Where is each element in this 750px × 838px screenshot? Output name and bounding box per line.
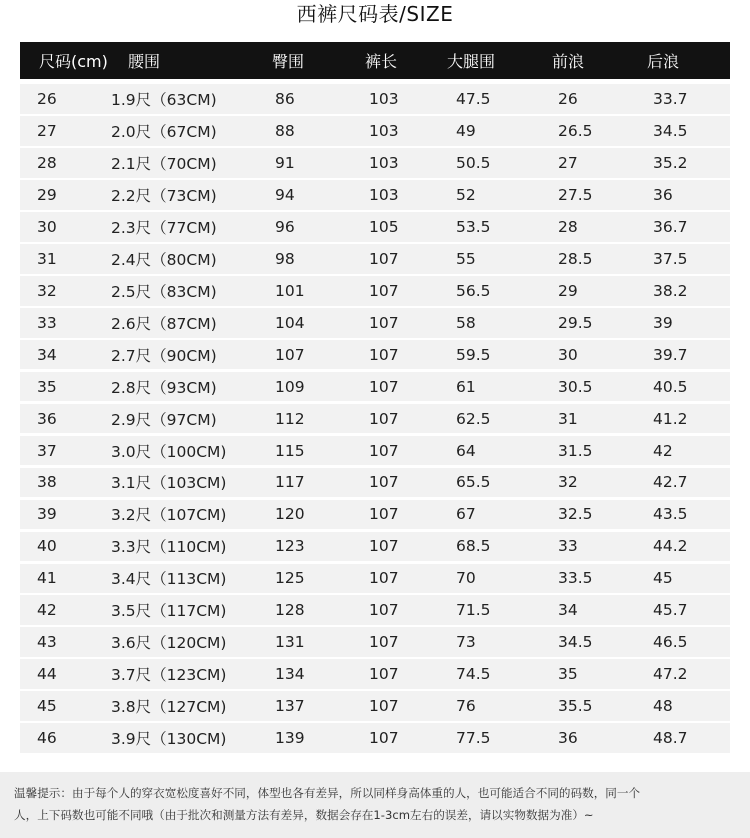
cell-waist: 2.5尺（83CM) (111, 282, 217, 301)
cell-front-rise: 34.5 (558, 633, 593, 652)
cell-thigh: 61 (456, 377, 476, 396)
header-back-rise: 后浪 (647, 52, 680, 71)
cell-back-rise: 43.5 (653, 505, 688, 524)
cell-length: 107 (369, 473, 399, 492)
cell-front-rise: 35.5 (558, 697, 593, 715)
tips-line-1: 温馨提示：由于每个人的穿衣宽松度喜好不同，体型也各有差异，所以同样身高体重的人，也可能适合不同的码数，同一个 (14, 786, 641, 800)
cell-waist: 2.0尺（67CM) (111, 123, 217, 142)
cell-size: 28 (37, 154, 57, 173)
cell-size: 34 (37, 345, 57, 364)
cell-thigh: 77.5 (456, 728, 491, 747)
cell-hip: 117 (275, 473, 305, 492)
cell-front-rise: 33 (558, 537, 578, 556)
cell-front-rise: 35 (558, 665, 578, 684)
cell-length: 107 (369, 281, 399, 300)
cell-back-rise: 37.5 (653, 249, 688, 268)
cell-size: 35 (37, 377, 57, 396)
cell-waist: 3.4尺（113CM) (111, 570, 227, 589)
cell-hip: 109 (275, 377, 305, 396)
cell-hip: 86 (275, 90, 295, 109)
cell-front-rise: 26.5 (558, 122, 593, 141)
table-row (20, 532, 730, 562)
cell-hip: 131 (275, 633, 305, 652)
cell-length: 107 (369, 569, 399, 588)
table-row (20, 308, 730, 338)
cell-back-rise: 45.7 (653, 601, 688, 620)
table-row (20, 276, 730, 306)
cell-waist: 3.0尺（100CM) (111, 442, 227, 461)
cell-back-rise: 47.2 (653, 665, 688, 684)
cell-hip: 123 (275, 537, 305, 556)
header-waist: 腰围 (128, 52, 161, 71)
cell-thigh: 62.5 (456, 409, 491, 428)
tips-line-2: 人，上下码数也可能不同哦（由于批次和测量方法有差异，数据会存在1-3cm左右的误差，请以实物数据为准）~ (14, 808, 594, 822)
cell-size: 43 (37, 633, 57, 652)
cell-back-rise: 33.7 (653, 90, 688, 109)
cell-front-rise: 27.5 (558, 186, 593, 204)
table-row (20, 244, 730, 274)
cell-back-rise: 48 (653, 697, 673, 715)
cell-front-rise: 26 (558, 90, 578, 109)
cell-size: 33 (37, 313, 57, 332)
cell-thigh: 47.5 (456, 90, 491, 109)
cell-waist: 3.9尺（130CM) (111, 729, 227, 748)
cell-thigh: 65.5 (456, 473, 491, 492)
cell-thigh: 74.5 (456, 665, 491, 684)
cell-hip: 98 (275, 249, 295, 268)
cell-thigh: 49 (456, 122, 476, 141)
cell-size: 40 (37, 537, 57, 556)
cell-front-rise: 34 (558, 601, 578, 620)
cell-waist: 3.7尺（123CM) (111, 666, 227, 685)
cell-thigh: 56.5 (456, 281, 491, 300)
table-row (20, 340, 730, 370)
cell-size: 44 (37, 665, 57, 684)
cell-size: 42 (37, 601, 57, 620)
cell-length: 107 (369, 537, 399, 556)
cell-back-rise: 38.2 (653, 281, 688, 300)
cell-size: 46 (37, 728, 57, 747)
cell-back-rise: 45 (653, 569, 673, 588)
cell-waist: 3.8尺（127CM) (111, 698, 227, 716)
cell-hip: 112 (275, 409, 305, 428)
cell-waist: 2.3尺（77CM) (111, 218, 217, 237)
cell-hip: 128 (275, 601, 305, 620)
cell-length: 107 (369, 665, 399, 684)
cell-thigh: 52 (456, 186, 476, 204)
cell-front-rise: 31 (558, 409, 578, 428)
cell-waist: 2.2尺（73CM) (111, 187, 217, 205)
cell-hip: 104 (275, 313, 305, 332)
cell-size: 31 (37, 249, 57, 268)
cell-back-rise: 42.7 (653, 473, 688, 492)
table-row (20, 436, 730, 466)
cell-front-rise: 31.5 (558, 441, 593, 460)
cell-hip: 137 (275, 697, 305, 715)
cell-length: 107 (369, 441, 399, 460)
table-row (20, 212, 730, 242)
cell-waist: 2.6尺（87CM) (111, 314, 217, 333)
cell-front-rise: 32.5 (558, 505, 593, 524)
cell-hip: 139 (275, 728, 305, 747)
cell-hip: 94 (275, 186, 295, 204)
table-row (20, 404, 730, 434)
cell-waist: 3.5尺（117CM) (111, 602, 227, 621)
cell-length: 105 (369, 217, 399, 236)
cell-length: 107 (369, 601, 399, 620)
table-row (20, 180, 730, 210)
cell-hip: 134 (275, 665, 305, 684)
cell-waist: 3.2尺（107CM) (111, 506, 227, 525)
table-row (20, 148, 730, 178)
table-row (20, 84, 730, 114)
page-title: 西裤尺码表/SIZE (296, 2, 454, 26)
cell-hip: 120 (275, 505, 305, 524)
cell-back-rise: 42 (653, 441, 673, 460)
cell-size: 45 (37, 697, 57, 715)
cell-size: 32 (37, 281, 57, 300)
cell-thigh: 55 (456, 249, 476, 268)
cell-back-rise: 35.2 (653, 154, 688, 173)
cell-waist: 2.4尺（80CM) (111, 250, 217, 269)
cell-waist: 2.8尺（93CM) (111, 378, 217, 397)
table-row (20, 659, 730, 689)
cell-size: 30 (37, 217, 57, 236)
table-row (20, 468, 730, 498)
table-body (20, 79, 730, 753)
cell-thigh: 76 (456, 697, 476, 715)
cell-back-rise: 36.7 (653, 217, 688, 236)
header-front-rise: 前浪 (552, 52, 585, 71)
cell-size: 29 (37, 186, 57, 204)
table-header (20, 42, 730, 79)
cell-back-rise: 36 (653, 186, 673, 204)
cell-hip: 101 (275, 281, 305, 300)
cell-back-rise: 39.7 (653, 345, 688, 364)
cell-length: 107 (369, 313, 399, 332)
cell-length: 107 (369, 377, 399, 396)
cell-size: 39 (37, 505, 57, 524)
header-length: 裤长 (365, 52, 398, 71)
header-size: 尺码(cm) (39, 52, 108, 71)
cell-front-rise: 32 (558, 473, 578, 492)
table-row (20, 564, 730, 594)
cell-hip: 96 (275, 217, 295, 236)
tips-note (0, 772, 750, 838)
cell-waist: 1.9尺（63CM) (111, 91, 217, 110)
cell-hip: 125 (275, 569, 305, 588)
header-thigh: 大腿围 (447, 52, 496, 71)
cell-thigh: 73 (456, 633, 476, 652)
cell-length: 107 (369, 633, 399, 652)
cell-waist: 2.1尺（70CM) (111, 155, 217, 174)
table-row (20, 116, 730, 146)
cell-thigh: 58 (456, 313, 476, 332)
cell-length: 107 (369, 697, 399, 715)
cell-length: 103 (369, 90, 399, 109)
header-hip: 臀围 (272, 52, 305, 71)
cell-back-rise: 41.2 (653, 409, 688, 428)
cell-thigh: 68.5 (456, 537, 491, 556)
size-table (20, 42, 730, 753)
cell-thigh: 67 (456, 505, 476, 524)
cell-front-rise: 28.5 (558, 249, 593, 268)
cell-front-rise: 29 (558, 281, 578, 300)
cell-thigh: 53.5 (456, 217, 491, 236)
cell-length: 103 (369, 154, 399, 173)
cell-back-rise: 34.5 (653, 122, 688, 141)
cell-size: 38 (37, 473, 57, 492)
cell-length: 107 (369, 345, 399, 364)
cell-back-rise: 48.7 (653, 728, 688, 747)
cell-thigh: 59.5 (456, 345, 491, 364)
cell-length: 103 (369, 122, 399, 141)
cell-back-rise: 46.5 (653, 633, 688, 652)
cell-front-rise: 28 (558, 217, 578, 236)
cell-length: 107 (369, 409, 399, 428)
cell-front-rise: 33.5 (558, 569, 593, 588)
cell-back-rise: 40.5 (653, 377, 688, 396)
cell-size: 26 (37, 90, 57, 109)
cell-waist: 2.9尺（97CM) (111, 410, 217, 429)
cell-thigh: 64 (456, 441, 476, 460)
cell-thigh: 71.5 (456, 601, 491, 620)
cell-size: 37 (37, 441, 57, 460)
cell-waist: 3.6尺（120CM) (111, 634, 227, 653)
cell-size: 36 (37, 409, 57, 428)
cell-front-rise: 27 (558, 154, 578, 173)
table-row (20, 723, 730, 753)
cell-hip: 88 (275, 122, 295, 141)
table-row (20, 595, 730, 625)
cell-hip: 115 (275, 441, 305, 460)
cell-length: 103 (369, 186, 399, 204)
cell-thigh: 50.5 (456, 154, 491, 173)
table-row (20, 372, 730, 402)
cell-length: 107 (369, 505, 399, 524)
cell-front-rise: 29.5 (558, 313, 593, 332)
cell-front-rise: 36 (558, 728, 578, 747)
cell-front-rise: 30.5 (558, 377, 593, 396)
cell-waist: 3.3尺（110CM) (111, 538, 227, 557)
cell-thigh: 70 (456, 569, 476, 588)
cell-waist: 2.7尺（90CM) (111, 346, 217, 365)
cell-front-rise: 30 (558, 345, 578, 364)
table-row (20, 500, 730, 530)
cell-size: 27 (37, 122, 57, 141)
cell-waist: 3.1尺（103CM) (111, 474, 227, 493)
cell-back-rise: 44.2 (653, 537, 688, 556)
cell-size: 41 (37, 569, 57, 588)
cell-hip: 91 (275, 154, 295, 173)
table-row (20, 691, 730, 721)
cell-length: 107 (369, 249, 399, 268)
table-row (20, 627, 730, 657)
cell-length: 107 (369, 728, 399, 747)
cell-back-rise: 39 (653, 313, 673, 332)
cell-hip: 107 (275, 345, 305, 364)
